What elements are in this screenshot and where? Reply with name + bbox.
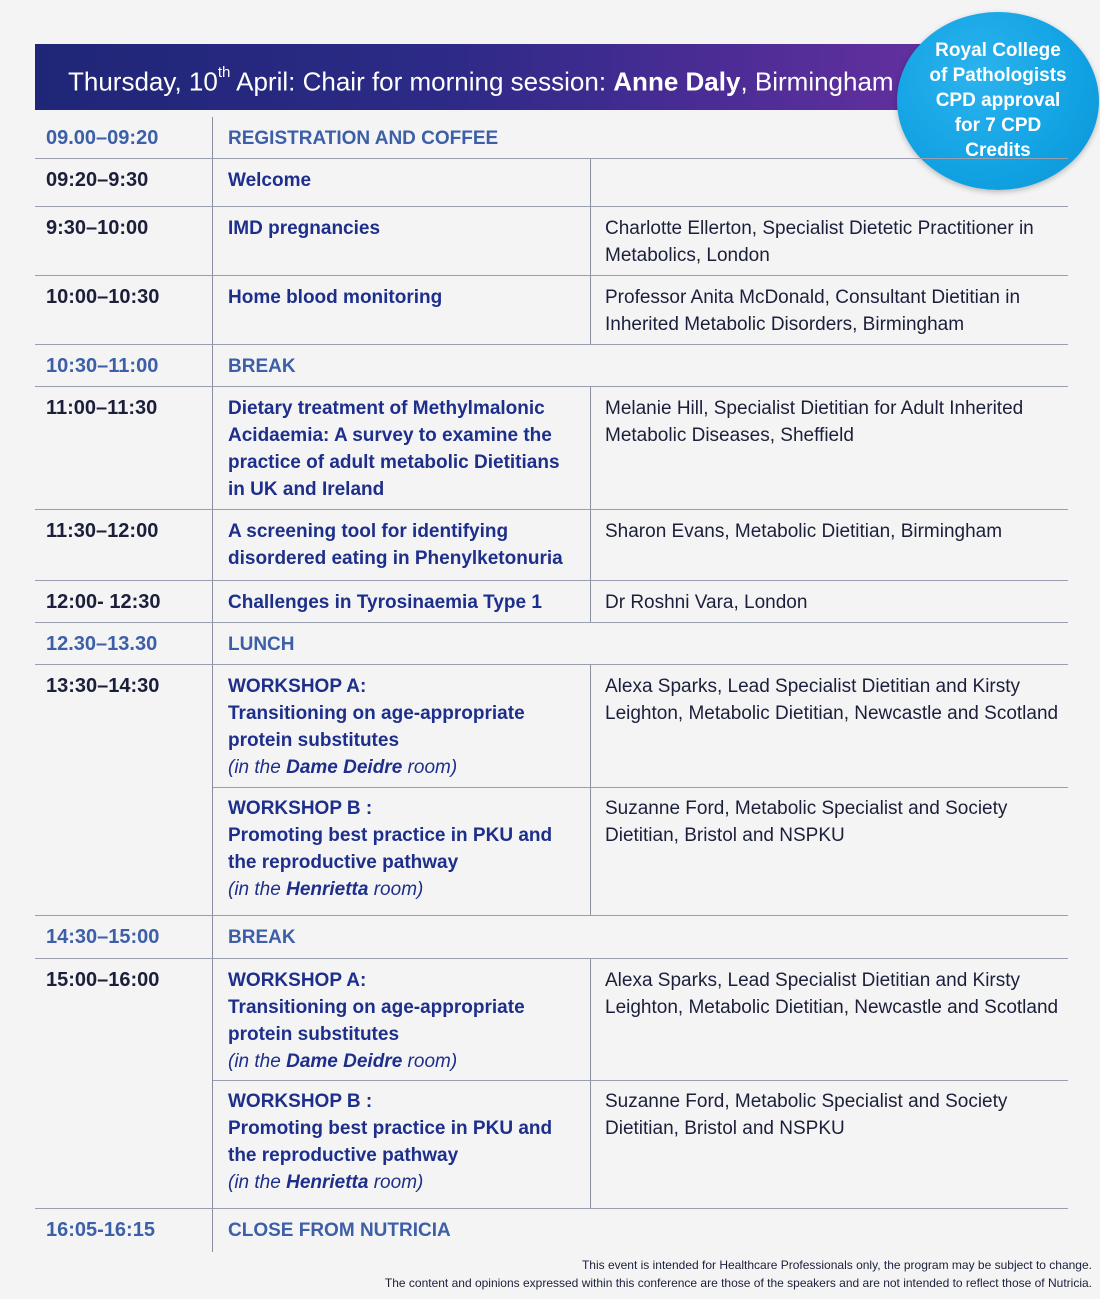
row-title: REGISTRATION AND COFFEE [228, 128, 499, 149]
room-name: Dame Deidre [286, 757, 403, 778]
chair-name: Anne Daly [613, 66, 741, 97]
workshop-b-room: (in the Henrietta room) [228, 879, 424, 900]
schedule-table [35, 117, 1068, 1252]
row-time: 12.30–13.30 [46, 633, 158, 655]
workshop-a-speaker: Alexa Sparks, Lead Specialist Dietitian and Kirsty Leighton, Metabolic Dietitian, Newcastle and Scotland [605, 970, 1059, 1018]
workshop-b-label: WORKSHOP B : [228, 798, 373, 819]
room-name: Dame Deidre [286, 1051, 403, 1072]
row-title: LUNCH [228, 634, 295, 655]
workshop-a [228, 967, 578, 1075]
row-time: 13:30–14:30 [46, 675, 160, 697]
row-title: BREAK [228, 356, 296, 377]
row-time: 11:00–11:30 [46, 397, 158, 419]
schedule-row [35, 276, 1068, 345]
row-time: 14:30–15:00 [46, 926, 160, 948]
workshop-b-label: WORKSHOP B : [228, 1091, 373, 1112]
schedule-row [35, 510, 1068, 581]
workshop-b [228, 795, 578, 903]
row-speaker: Professor Anita McDonald, Consultant Dietitian in Inherited Metabolic Disorders, Birmingham [605, 287, 1021, 335]
row-time: 15:00–16:00 [46, 969, 160, 991]
row-title: Challenges in Tyrosinaemia Type 1 [228, 592, 542, 613]
workshop-b-room: (in the Henrietta room) [228, 1172, 424, 1193]
header-banner [35, 44, 930, 110]
badge-line: Royal College [935, 39, 1061, 61]
workshop-b-title: Promoting best practice in PKU and the reproductive pathway [228, 825, 553, 873]
workshop-a-label: WORKSHOP A: [228, 676, 367, 697]
row-time: 9:30–10:00 [46, 217, 149, 239]
row-time: 09.00–09:20 [46, 127, 159, 149]
workshop-b-title: Promoting best practice in PKU and the reproductive pathway [228, 1118, 553, 1166]
header-date: Thursday, 10 [68, 66, 218, 97]
workshop-a [228, 673, 578, 781]
row-time: 12:00- 12:30 [46, 591, 161, 613]
row-title: Welcome [228, 170, 312, 191]
disclaimer-line-1: This event is intended for Healthcare Professionals only, the program may be subject to change. [581, 1258, 1092, 1272]
room-name: Henrietta [286, 879, 369, 900]
workshop-a-title: Transitioning on age-appropriate protein substitutes [228, 703, 525, 751]
row-speaker: Sharon Evans, Metabolic Dietitian, Birmingham [605, 521, 1003, 542]
schedule-row [35, 581, 1068, 623]
schedule-row [35, 1209, 1068, 1252]
workshop-a-title: Transitioning on age-appropriate protein substitutes [228, 997, 525, 1045]
schedule-row [35, 207, 1068, 276]
row-speaker: Dr Roshni Vara, London [605, 592, 808, 613]
schedule-row [35, 916, 1068, 959]
workshop-a-room: (in the Dame Deidre room) [228, 757, 458, 778]
schedule-row [35, 623, 1068, 665]
header-title [35, 44, 930, 115]
badge-line: for 7 CPD [954, 114, 1042, 136]
schedule-row-workshops [35, 665, 1068, 916]
row-time: 10:30–11:00 [46, 355, 159, 377]
row-title: BREAK [228, 927, 296, 948]
workshop-a-label: WORKSHOP A: [228, 970, 367, 991]
row-time: 09:20–9:30 [46, 169, 149, 191]
room-name: Henrietta [286, 1172, 369, 1193]
row-title: CLOSE FROM NUTRICIA [228, 1220, 451, 1241]
row-time: 11:30–12:00 [46, 520, 159, 542]
row-title: Dietary treatment of Methylmalonic Acidaemia: A survey to examine the practice of adult metabolic Dietitians in UK and Ireland [228, 398, 560, 500]
schedule-row [35, 345, 1068, 387]
badge-line: Credits [965, 139, 1031, 161]
badge-line: CPD approval [935, 89, 1061, 111]
schedule-row [35, 387, 1068, 510]
row-time: 16:05-16:15 [46, 1219, 155, 1241]
row-speaker: Charlotte Ellerton, Specialist Dietetic Practitioner in Metabolics, London [605, 218, 1034, 266]
header-location: , Birmingham [740, 66, 894, 97]
row-title: IMD pregnancies [228, 218, 381, 239]
workshop-a-speaker: Alexa Sparks, Lead Specialist Dietitian and Kirsty Leighton, Metabolic Dietitian, Newcastle and Scotland [605, 676, 1059, 724]
workshop-b-speaker: Suzanne Ford, Metabolic Specialist and Society Dietitian, Bristol and NSPKU [605, 798, 1008, 846]
schedule-row [35, 159, 1068, 207]
header-date-suffix: th [217, 64, 231, 81]
row-title: A screening tool for identifying disordered eating in Phenylketonuria [228, 521, 563, 569]
workshop-a-room: (in the Dame Deidre room) [228, 1051, 458, 1072]
schedule-row-workshops [35, 959, 1068, 1209]
schedule-row [35, 117, 1068, 159]
badge-line: of Pathologists [929, 64, 1067, 86]
row-speaker: Melanie Hill, Specialist Dietitian for Adult Inherited Metabolic Diseases, Sheffield [605, 398, 1024, 446]
disclaimer-line-2: The content and opinions expressed within this conference are those of the speakers and are not intended to reflect those of Nutricia. [384, 1276, 1092, 1290]
workshop-b [228, 1088, 578, 1196]
workshop-b-speaker: Suzanne Ford, Metabolic Specialist and Society Dietitian, Bristol and NSPKU [605, 1091, 1008, 1139]
header-middle: April: Chair for morning session: [230, 66, 614, 97]
row-time: 10:00–10:30 [46, 286, 160, 308]
row-title: Home blood monitoring [228, 287, 443, 308]
